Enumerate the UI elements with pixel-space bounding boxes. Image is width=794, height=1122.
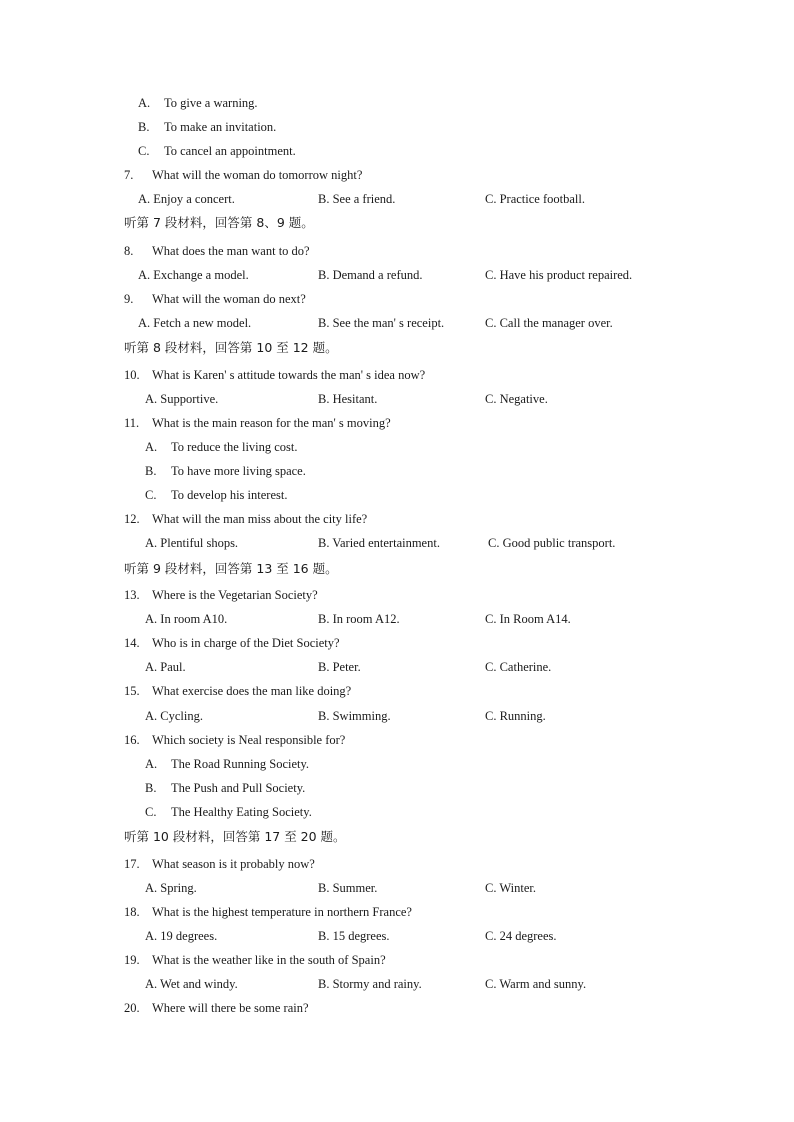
option-17a: A. Spring. — [145, 881, 197, 895]
option-19b: B. Stormy and rainy. — [318, 977, 422, 991]
option-text: The Healthy Eating Society. — [171, 805, 312, 819]
question-number: 19. — [124, 953, 140, 967]
option-12b: B. Varied entertainment. — [318, 536, 440, 550]
question-text: What will the woman do tomorrow night? — [152, 168, 363, 182]
question-text: Who is in charge of the Diet Society? — [152, 636, 340, 650]
option-12a: A. Plentiful shops. — [145, 536, 239, 550]
option-text: To give a warning. — [164, 96, 258, 110]
option-11b — [145, 463, 306, 479]
option-7a: A. Enjoy a concert. — [138, 192, 235, 206]
question-text: Where will there be some rain? — [152, 1001, 309, 1015]
question-text: What is Karen' s attitude towards the man' s idea now? — [152, 368, 426, 382]
question-number: 17. — [124, 857, 140, 871]
option-18c: C. 24 degrees. — [485, 929, 557, 943]
question-18 — [124, 904, 412, 920]
question-8 — [124, 243, 310, 259]
question-number: 7. — [124, 168, 134, 182]
option-6a — [138, 95, 258, 111]
option-17b: B. Summer. — [318, 881, 378, 895]
section-heading-7: 听第 7 段材料，回答第 8、9 题。 — [124, 215, 314, 230]
option-17c: C. Winter. — [485, 881, 537, 895]
option-10a: A. Supportive. — [145, 392, 219, 406]
option-16b — [145, 780, 305, 796]
question-text: What will the woman do next? — [152, 292, 306, 306]
option-18b: B. 15 degrees. — [318, 929, 390, 943]
option-14a: A. Paul. — [145, 660, 186, 674]
option-8b: B. Demand a refund. — [318, 268, 423, 282]
option-18a: A. 19 degrees. — [145, 929, 218, 943]
question-17 — [124, 856, 315, 872]
option-7c: C. Practice football. — [485, 192, 585, 206]
option-8c: C. Have his product repaired. — [485, 268, 633, 282]
option-11a — [145, 439, 298, 455]
option-19a: A. Wet and windy. — [145, 977, 238, 991]
option-text: To develop his interest. — [171, 488, 288, 502]
question-number: 16. — [124, 733, 140, 747]
section-heading-10: 听第 10 段材料，回答第 17 至 20 题。 — [124, 829, 346, 844]
option-letter: A. — [145, 757, 158, 771]
question-text: What is the highest temperature in northern France? — [152, 905, 412, 919]
option-14c: C. Catherine. — [485, 660, 552, 674]
question-7 — [124, 167, 362, 183]
option-13a: A. In room A10. — [145, 612, 228, 626]
option-15c: C. Running. — [485, 709, 546, 723]
option-text: The Road Running Society. — [171, 757, 310, 771]
question-9 — [124, 291, 306, 307]
question-number: 11. — [124, 416, 140, 430]
option-text: To cancel an appointment. — [164, 144, 296, 158]
option-letter: A. — [145, 440, 158, 454]
option-12c: C. Good public transport. — [488, 536, 616, 550]
question-number: 14. — [124, 636, 140, 650]
option-14b: B. Peter. — [318, 660, 361, 674]
question-16 — [124, 732, 345, 748]
question-number: 8. — [124, 244, 134, 258]
question-text: What will the man miss about the city life? — [152, 512, 368, 526]
question-number: 9. — [124, 292, 134, 306]
question-13 — [124, 587, 318, 603]
option-16a — [145, 756, 309, 772]
question-text: What season is it probably now? — [152, 857, 315, 871]
option-15a: A. Cycling. — [145, 709, 203, 723]
option-9a: A. Fetch a new model. — [138, 316, 252, 330]
option-letter: B. — [145, 464, 157, 478]
option-letter: C. — [145, 805, 157, 819]
option-16c — [145, 804, 312, 820]
option-6b — [138, 119, 276, 135]
question-number: 20. — [124, 1001, 140, 1015]
option-text: The Push and Pull Society. — [171, 781, 306, 795]
question-number: 15. — [124, 684, 140, 698]
option-6c — [138, 143, 296, 159]
option-7b: B. See a friend. — [318, 192, 396, 206]
option-10c: C. Negative. — [485, 392, 548, 406]
option-letter: C. — [145, 488, 157, 502]
question-number: 12. — [124, 512, 140, 526]
question-number: 13. — [124, 588, 140, 602]
question-text: What is the main reason for the man' s moving? — [152, 416, 391, 430]
option-letter: C. — [138, 144, 150, 158]
option-9b: B. See the man' s receipt. — [318, 316, 445, 330]
option-text: To make an invitation. — [164, 120, 277, 134]
option-letter: B. — [145, 781, 157, 795]
option-text: To reduce the living cost. — [171, 440, 298, 454]
question-text: What is the weather like in the south of Spain? — [152, 953, 386, 967]
question-10 — [124, 367, 425, 383]
option-text: To have more living space. — [171, 464, 306, 478]
option-15b: B. Swimming. — [318, 709, 391, 723]
option-8a: A. Exchange a model. — [138, 268, 249, 282]
option-13b: B. In room A12. — [318, 612, 400, 626]
option-9c: C. Call the manager over. — [485, 316, 613, 330]
option-letter: A. — [138, 96, 151, 110]
section-heading-8: 听第 8 段材料，回答第 10 至 12 题。 — [124, 340, 338, 355]
question-text: Which society is Neal responsible for? — [152, 733, 346, 747]
question-text: What does the man want to do? — [152, 244, 310, 258]
question-19 — [124, 952, 386, 968]
option-19c: C. Warm and sunny. — [485, 977, 587, 991]
question-number: 10. — [124, 368, 140, 382]
question-text: Where is the Vegetarian Society? — [152, 588, 318, 602]
option-10b: B. Hesitant. — [318, 392, 378, 406]
option-11c — [145, 487, 287, 503]
question-12 — [124, 511, 367, 527]
option-letter: B. — [138, 120, 150, 134]
section-heading-9: 听第 9 段材料，回答第 13 至 16 题。 — [124, 561, 338, 576]
question-number: 18. — [124, 905, 140, 919]
question-20 — [124, 1000, 309, 1016]
question-text: What exercise does the man like doing? — [152, 684, 352, 698]
question-15 — [124, 683, 351, 699]
question-14 — [124, 635, 340, 651]
question-11 — [124, 415, 391, 431]
option-13c: C. In Room A14. — [485, 612, 571, 626]
